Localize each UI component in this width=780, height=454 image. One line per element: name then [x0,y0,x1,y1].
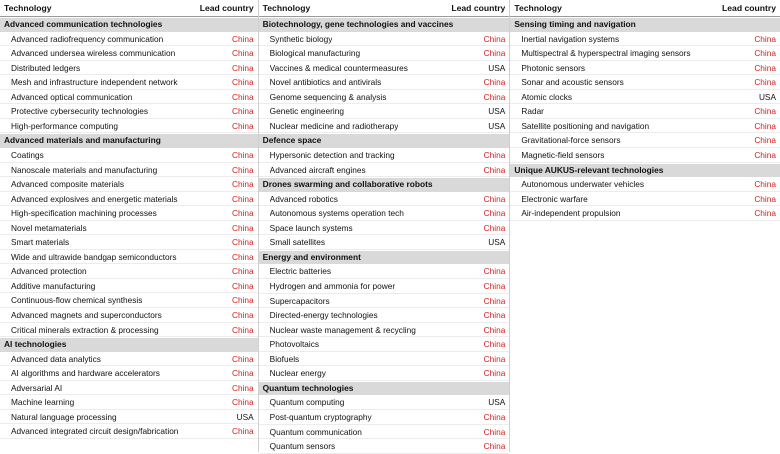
table-row [259,337,510,352]
section-heading: Defence space [259,134,510,148]
table-row [259,75,510,90]
lead-country: China [231,150,254,161]
technology-name: Advanced data analytics [11,353,101,364]
table-row [510,61,780,76]
technology-name: Critical minerals extraction & processing [11,324,159,335]
table-row [0,75,258,90]
lead-country: China [231,295,254,306]
lead-country: China [483,412,506,422]
lead-country: China [754,48,776,59]
lead-country: China [231,208,254,219]
column-header [510,0,780,17]
table-row [510,206,780,221]
table-row [259,61,510,76]
table-row [0,366,258,381]
table-row [259,119,510,134]
lead-country: USA [488,62,506,73]
lead-country: China [754,208,776,219]
lead-country: China [483,77,506,88]
technology-name: Continuous-flow chemical synthesis [11,295,143,306]
technology-name: Advanced integrated circuit design/fabrication [11,426,179,437]
lead-country: China [754,135,776,146]
table-row [0,264,258,279]
lead-country: China [754,193,776,204]
technology-name: Quantum communication [269,426,362,437]
section-heading: Drones swarming and collaborative robots [259,178,510,192]
table-row [0,61,258,76]
lead-country: China [231,266,254,277]
technology-name: Directed-energy technologies [269,310,378,321]
technology-name: Novel antibiotics and antivirals [269,77,382,88]
technology-name: Advanced optical communication [11,91,133,102]
lead-country: China [231,62,254,73]
table-row [0,163,258,178]
technology-name: Vaccines & medical countermeasures [269,62,408,73]
table-row [259,410,510,425]
technology-name: Smart materials [11,237,70,248]
table-row [259,323,510,338]
lead-country: China [483,91,506,102]
lead-country: China [231,310,254,321]
table-row [0,90,258,105]
lead-country: China [483,441,506,452]
table-row [0,32,258,47]
lead-country: USA [236,411,254,422]
lead-country: China [231,48,254,59]
technology-name: Nuclear medicine and radiotherapy [269,120,399,131]
technology-name: Wide and ultrawide bandgap semiconductors [11,251,177,262]
technology-name: Genetic engineering [269,106,344,117]
table-row [0,104,258,119]
technology-name: Machine learning [11,397,75,408]
lead-country: USA [488,106,506,117]
technology-name: Space launch systems [269,222,353,233]
lead-country: China [483,368,506,379]
table-row [510,119,780,134]
table-row [0,250,258,265]
lead-country: China [483,222,506,233]
lead-country: China [231,368,254,379]
technology-name: Adversarial AI [11,382,63,393]
technology-name: Nuclear energy [269,368,326,379]
technology-name: Autonomous underwater vehicles [521,179,645,190]
lead-country: China [231,164,254,175]
table-row [0,352,258,367]
table-row [0,235,258,250]
section-heading: Unique AUKUS-relevant technologies [510,164,780,178]
technology-name: Radar [521,106,544,117]
technology-name: Advanced robotics [269,193,338,204]
lead-country: China [231,179,254,190]
lead-country: China [483,353,506,364]
table-row [0,323,258,338]
table-row [510,104,780,119]
technology-name: Photonic sensors [521,62,585,73]
table-row [510,90,780,105]
lead-country: USA [488,237,506,248]
lead-country: China [483,310,506,321]
table-row [259,395,510,410]
lead-country: China [231,382,254,393]
table-row [0,308,258,323]
technology-name: Inertial navigation systems [521,33,620,44]
lead-country: China [231,120,254,131]
table-row [0,221,258,236]
lead-country: China [231,251,254,262]
header-lead-country: Lead country [199,3,254,13]
table-row [259,206,510,221]
lead-country: China [231,193,254,204]
lead-country: China [231,91,254,102]
table-row [259,221,510,236]
lead-country: China [483,266,506,277]
table-row [259,279,510,294]
table-row [259,90,510,105]
header-lead-country: Lead country [451,3,506,13]
table-column-1 [0,0,258,452]
lead-country: China [754,62,776,73]
technology-name: Hydrogen and ammonia for power [269,281,396,292]
technology-name: Small satellites [269,237,326,248]
table-row [0,279,258,294]
lead-country: China [483,426,506,437]
lead-country: USA [758,91,776,102]
lead-country: China [754,77,776,88]
lead-country: China [483,193,506,204]
lead-country: China [483,48,506,59]
table-row [259,352,510,367]
technology-name: Photovoltaics [269,339,320,350]
lead-country: China [754,179,776,190]
table-row [510,192,780,207]
lead-country: USA [488,120,506,131]
lead-country: China [231,77,254,88]
technology-name: Sonar and acoustic sensors [521,77,624,88]
table-row [259,104,510,119]
table-row [0,206,258,221]
table-row [259,294,510,309]
lead-country: China [231,237,254,248]
section-heading: Biotechnology, gene technologies and vaccines [259,18,510,32]
lead-country: China [231,324,254,335]
technology-name: Nanoscale materials and manufacturing [11,164,158,175]
technology-name: Multispectral & hyperspectral imaging sensors [521,48,691,59]
table-row [0,119,258,134]
table-row [0,424,258,439]
lead-country: China [231,397,254,408]
lead-country: China [483,324,506,335]
technology-name: Air-independent propulsion [521,208,621,219]
technology-name: Coatings [11,150,44,161]
header-technology: Technology [514,3,562,13]
table-row [259,148,510,163]
technology-name: AI algorithms and hardware accelerators [11,368,160,379]
technology-name: Advanced aircraft engines [269,164,366,175]
technology-name: Post-quantum cryptography [269,412,372,422]
lead-country: USA [488,397,506,408]
technology-name: High-specification machining processes [11,208,157,219]
section-heading: Energy and environment [259,251,510,265]
table-row [259,192,510,207]
lead-country: China [483,339,506,350]
table-row [510,32,780,47]
header-technology: Technology [4,3,52,13]
header-lead-country: Lead country [722,3,776,13]
lead-country: China [231,426,254,437]
technology-name: High-performance computing [11,120,118,131]
lead-country: China [754,106,776,117]
table-row [510,75,780,90]
technology-name: Atomic clocks [521,91,573,102]
technology-name: Biological manufacturing [269,48,361,59]
technology-name: Advanced composite materials [11,179,124,190]
section-heading: Quantum technologies [259,382,510,396]
technology-name: Quantum computing [269,397,345,408]
lead-country: China [231,106,254,117]
column-header [0,0,258,17]
table-column-3 [509,0,780,452]
technology-name: Mesh and infrastructure independent network [11,77,178,88]
table-row [259,235,510,250]
table-row [0,410,258,425]
lead-country: China [483,208,506,219]
technology-name: Nuclear waste management & recycling [269,324,416,335]
lead-country: China [231,353,254,364]
table-column-2 [258,0,510,452]
table-row [0,148,258,163]
table-row [259,163,510,178]
table-row [0,381,258,396]
table-row [0,293,258,308]
lead-country: China [483,150,506,161]
technology-name: Novel metamaterials [11,222,87,233]
technology-name: Additive manufacturing [11,280,96,291]
lead-country: China [231,33,254,44]
table-row [510,177,780,192]
table-row [259,308,510,323]
technology-name: Biofuels [269,353,300,364]
technology-name: Advanced undersea wireless communication [11,48,176,59]
column-header [259,0,510,17]
lead-country: China [754,120,776,131]
table-row [510,46,780,61]
technology-name: Supercapacitors [269,295,330,306]
technology-name: Natural language processing [11,411,117,422]
table-row [0,177,258,192]
table-row [259,32,510,47]
technology-name: Advanced magnets and superconductors [11,310,162,321]
technology-name: Quantum sensors [269,441,336,452]
technology-name: Synthetic biology [269,33,333,44]
lead-country: China [483,281,506,292]
lead-country: China [754,149,776,160]
lead-country: China [231,280,254,291]
technology-name: Advanced radiofrequency communication [11,33,164,44]
header-technology: Technology [262,3,311,13]
technology-name: Satellite positioning and navigation [521,120,650,131]
technology-name: Magnetic-field sensors [521,149,605,160]
lead-country: China [231,222,254,233]
table-row [0,395,258,410]
technology-name: Genome sequencing & analysis [269,91,387,102]
table-row [0,192,258,207]
technology-name: Hypersonic detection and tracking [269,150,395,161]
section-heading: Sensing timing and navigation [510,18,780,32]
table-row [259,366,510,381]
technology-name: Autonomous systems operation tech [269,208,404,219]
lead-country: China [483,33,506,44]
table-row [259,46,510,61]
section-heading: Advanced materials and manufacturing [0,134,258,148]
technology-name: Protective cybersecurity technologies [11,106,148,117]
technology-name: Distributed ledgers [11,62,81,73]
technology-name: Gravitational-force sensors [521,135,621,146]
table-row [259,264,510,279]
section-heading: Advanced communication technologies [0,18,258,32]
technology-name: Electric batteries [269,266,331,277]
table-row [510,133,780,148]
table-row [510,148,780,163]
lead-country: China [754,33,776,44]
table-row [0,46,258,61]
table-row [259,425,510,440]
section-heading: AI technologies [0,338,258,352]
technology-name: Advanced protection [11,266,87,277]
lead-country: China [483,164,506,175]
lead-country: China [483,295,506,306]
technology-name: Advanced explosives and energetic materials [11,193,178,204]
technology-name: Electronic warfare [521,193,588,204]
table-row [259,439,510,454]
